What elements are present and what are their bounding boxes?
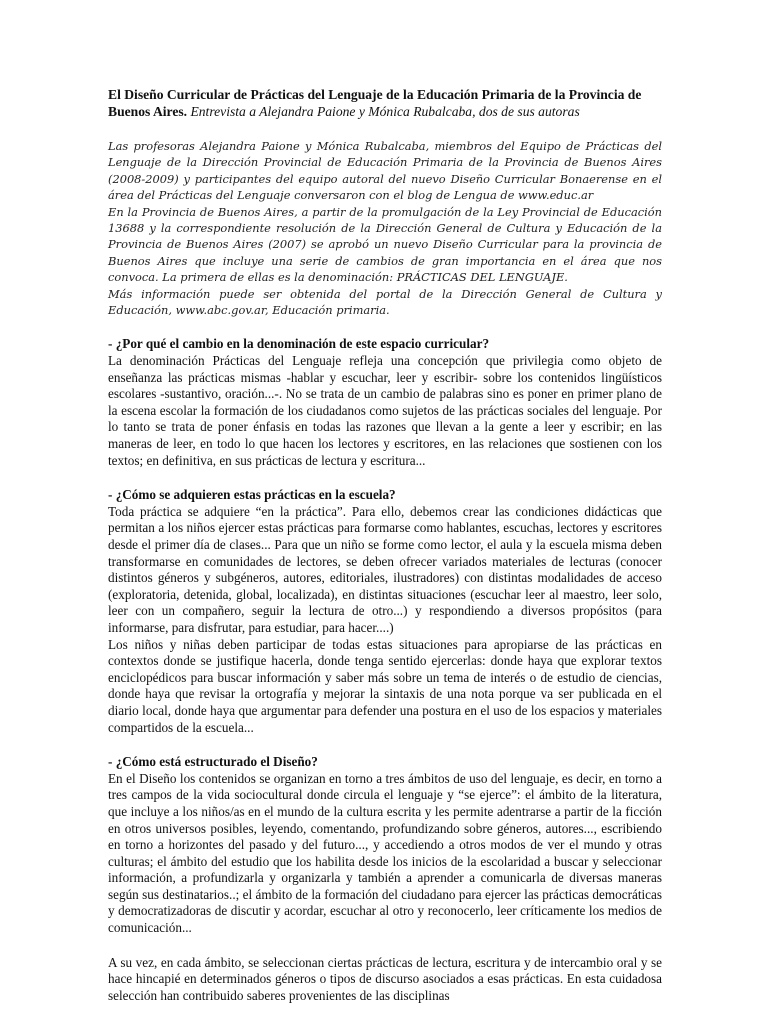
question-heading: - ¿Cómo está estructurado el Diseño? bbox=[108, 754, 318, 770]
qa-section-3 bbox=[108, 754, 662, 1004]
question-heading: - ¿Cómo se adquieren estas prácticas en la escuela? bbox=[108, 487, 396, 503]
intro-paragraph: Más información puede ser obtenida del portal de la Dirección General de Cultura y Educación, www.abc.gov.ar, Educación primaria. bbox=[108, 286, 662, 318]
title-italic: Entrevista a Alejandra Paione y Mónica Rubalcaba, dos de sus autoras bbox=[187, 104, 580, 119]
answer-paragraph: En el Diseño los contenidos se organizan en torno a tres ámbitos de uso del lenguaje, es decir, en torno a tres campos de la vida sociocultural donde circula el lenguaje y “se ejerce”: el ámbito de la literatura, que incluye a los niños/as en el mundo de la cultura escrita y les permite adentrarse a partir de la ficción en otros universos posibles, leyendo, comentando, profundizando sobre géneros, autores..., escribiendo en torno a horizontes del pasado y del futuro..., y accediendo a otros modos de ver el mundo y otras culturas; el ámbito del estudio que los habilita desde los inicios de la escolaridad a buscar y seleccionar información, a profundizarla y organizarla y también a aprender a comunicarla de diversas maneras según sus destinatarios..; el ámbito de la formación del ciudadano para ejercer las prácticas democráticas y democratizadoras de discutir y acordar, escuchar al otro y reconocerlo, leer críticamente los medios de comunicación... bbox=[108, 770, 662, 936]
answer-paragraph: Toda práctica se adquiere “en la práctica”. Para ello, debemos crear las condiciones didácticas que permitan a los niños ejercer estas prácticas para formarse como hablantes, escuchas, lectores y escritores desde el primer día de clases... Para que un niño se forme como lector, el aula y la escuela misma deben transformarse en comunidades de lectores, se deben ofrecer variados materiales de lecturas (conocer distintos géneros y subgéneros, autores, editoriales, ilustradores) con distintas modalidades de acceso (exploratoria, detenida, global, localizada), en distintas situaciones (escuchar leer al maestro, leer solo, leer con un compañero, seguir la lectura de otro...) y respondiendo a diversos propósitos (para informarse, para disfrutar, para estudiar, para hacer....) bbox=[108, 503, 662, 635]
intro-block bbox=[108, 138, 662, 318]
answer-paragraph: A su vez, en cada ámbito, se seleccionan ciertas prácticas de lectura, escritura y de intercambio oral y se hace hincapié en determinados géneros o tipos de discurso asociados a esas prácticas. En esta cuidadosa selección han contribuido saberes provenientes de las disciplinas bbox=[108, 954, 662, 1003]
document-title bbox=[108, 86, 662, 120]
answer-paragraph: Los niños y niñas deben participar de todas estas situaciones para apropiarse de las prácticas en contextos donde se justifique hacerla, donde tenga sentido ejercerlas: donde haya que explorar textos enciclopédicos para buscar información y saber más sobre un tema de interés o de estudio de ciencias, donde haya que revisar la ortografía y mejorar la sintaxis de una nota porque va ser publicada en el diario local, donde haya que argumentar para defender una postura en el uso de los espacios y materiales compartidos de la escuela... bbox=[108, 636, 662, 735]
qa-section-1 bbox=[108, 336, 662, 469]
qa-section-2 bbox=[108, 487, 662, 736]
question-heading: - ¿Por qué el cambio en la denominación de este espacio curricular? bbox=[108, 336, 490, 352]
intro-paragraph: Las profesoras Alejandra Paione y Mónica Rubalcaba, miembros del Equipo de Prácticas del Lenguaje de la Dirección Provincial de Educación Primaria de la Provincia de Buenos Aires (2008-2009) y participantes del equipo autoral del nuevo Diseño Curricular Bonaerense en el área del Prácticas del Lenguaje conversaron con el blog de Lengua de www.educ.ar bbox=[108, 139, 662, 203]
title-bold: El Diseño Curricular de Prácticas del Lenguaje de la Educación Primaria de la Provincia de Buenos Aires. bbox=[108, 87, 642, 119]
answer-paragraph: La denominación Prácticas del Lenguaje refleja una concepción que privilegia como objeto de enseñanza las prácticas mismas -hablar y escuchar, leer y escribir- sobre los contenidos lingüísticos escolares -sustantivo, oración...-. No se trata de un cambio de palabras sino es poner en primer plano de la escena escolar la formación de los ciudadanos como sujetos de las prácticas sociales del lenguaje. Por lo tanto se trata de poner énfasis en todas las razones que llevan a la gente a leer y escribir; en las maneras de leer, en todo lo que hacen los lectores y escritores, en las relaciones que sostienen con los textos; en definitiva, en sus prácticas de lectura y escritura... bbox=[108, 353, 662, 468]
intro-paragraph: En la Provincia de Buenos Aires, a partir de la promulgación de la Ley Provincial de Educación 13688 y la correspondiente resolución de la Dirección General de Cultura y Educación de la Provincia de Buenos Aires (2007) se aprobó un nuevo Diseño Curricular para la provincia de Buenos Aires que incluye una serie de cambios de gran importancia en el área que nos convoca. La primera de ellas es la denominación: PRÁCTICAS DEL LENGUAJE. bbox=[108, 204, 662, 285]
